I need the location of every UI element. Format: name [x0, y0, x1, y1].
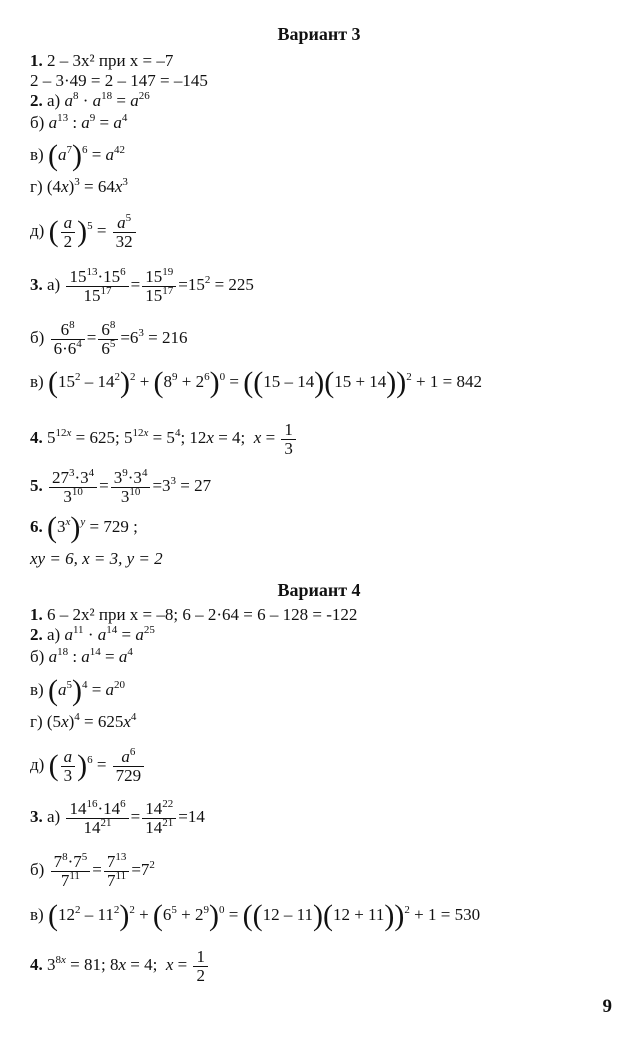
v3-problem-2b	[30, 113, 127, 133]
v3-p6-expr: $(3^x)^y = 729$ ;	[47, 511, 138, 545]
v3-problem-2d	[30, 177, 128, 197]
v3-p2-num: 2.	[30, 91, 43, 110]
v3-p2a-expr: $a^8 \cdot a^{18} = a^{26}$	[64, 90, 150, 110]
page-number: 9	[602, 996, 612, 1017]
v3-p4-num: 4.	[30, 428, 43, 447]
v4-p2d-expr: $(5x)^4 = 625x^4$	[46, 711, 137, 731]
v3-p6-answer: xy = 6, x = 3, y = 2	[30, 549, 163, 568]
v4-p2c-expr: $(a^5)^4 = a^{20}$	[47, 674, 126, 708]
v3-p2e-expr: ( $\frac{a}{2}$ )$^5$ = $\frac{a^5}{32}$	[49, 221, 138, 240]
v3-problem-2e	[30, 211, 138, 251]
v3-p3b-expr: $\frac{6^8}{6\cdot 6^4}$ = $\frac{6^8}{6^5}$ $=6^3 = 216$	[49, 328, 188, 347]
v3-p1-intro: 2 – 3x² при x = –7	[47, 51, 174, 70]
v4-problem-2c	[30, 674, 126, 708]
v3-p2c-label: в)	[30, 145, 44, 164]
v3-p3c-label: в)	[30, 372, 44, 391]
v3-problem-3a	[30, 265, 254, 305]
v3-p4-expr: $5^{12x} = 625$; $5^{12x} = 5^4$; 12x = 4; x = $\frac{1}{3}$	[47, 428, 298, 447]
v3-p5-expr: $\frac{27^3\cdot 3^4}{3^{10}}$ = $\frac{3^9\cdot 3^4}{3^{10}}$ $=3^3 = 27$	[47, 476, 211, 495]
v3-problem-6	[30, 511, 138, 545]
v3-p2e-label: д)	[30, 221, 45, 240]
v4-problem-4	[30, 945, 210, 985]
v3-p6-num: 6.	[30, 517, 43, 536]
v3-p2b-expr: $a^{13}$ : $a^9 = a^4$	[48, 112, 128, 132]
v4-p2b-expr: $a^{18}$ : $a^{14} = a^4$	[48, 646, 133, 666]
v4-p3-num: 3.	[30, 807, 43, 826]
v4-p2d-label: г)	[30, 712, 43, 731]
v3-problem-3b	[30, 318, 188, 358]
v4-p2c-label: в)	[30, 680, 44, 699]
v4-p3a-expr: $\frac{14^{16}\cdot 14^6}{14^{21}}$ = $\frac{14^{22}}{14^{21}}$ =14	[64, 807, 204, 826]
v4-problem-2b	[30, 647, 133, 667]
v4-p2b-label: б)	[30, 647, 45, 666]
v3-p2c-expr: $(a^7)^6 = a^{42}$	[47, 139, 126, 173]
v3-p3a-expr: $\frac{15^{13}\cdot 15^6}{15^{17}}$ = $\frac{15^{19}}{15^{17}}$ $=15^2 = 225$	[64, 275, 253, 294]
v4-p3c-label: в)	[30, 905, 44, 924]
variant-4-title: Вариант 4	[277, 580, 361, 600]
v3-problem-2c	[30, 139, 126, 173]
v3-p2b-label: б)	[30, 113, 45, 132]
v4-p3c-expr: $(12^2 - 11^2)^2 + (6^5 + 2^9)^0 = ((12 - 11)(12 + 11))^2 + 1 = 530$	[47, 899, 481, 933]
v4-problem-3a	[30, 797, 205, 837]
v3-p3-num: 3.	[30, 275, 43, 294]
v3-problem-5	[30, 466, 211, 506]
v4-problem-1	[30, 605, 357, 625]
v4-p4-num: 4.	[30, 955, 43, 974]
v4-p2-num: 2.	[30, 625, 43, 644]
v4-problem-3b	[30, 850, 155, 890]
v3-p3a-label: а)	[47, 275, 61, 294]
v4-problem-3c	[30, 899, 481, 933]
v4-p3b-label: б)	[30, 860, 45, 879]
v3-p2a-label: а)	[47, 91, 61, 110]
v3-p5-num: 5.	[30, 476, 43, 495]
v4-problem-2d	[30, 712, 136, 732]
v3-p1-num: 1.	[30, 51, 43, 70]
v4-p3a-label: а)	[47, 807, 61, 826]
v3-problem-2a	[30, 91, 150, 111]
v4-p4-expr: $3^{8x} = 81$; 8x = 4; x = $\frac{1}{2}$	[47, 955, 210, 974]
v4-p2e-expr: ( $\frac{a}{3}$ )$^6$ = $\frac{a^6}{729}$	[49, 755, 147, 774]
v4-p1-text: 6 – 2x² при x = –8; 6 – 2·64 = 6 – 128 = -122	[47, 605, 358, 624]
v4-p2e-label: д)	[30, 755, 45, 774]
v4-p2a-label: а)	[47, 625, 61, 644]
v4-problem-2a	[30, 625, 155, 645]
v3-problem-1	[30, 51, 173, 71]
v3-p2d-label: г)	[30, 177, 43, 196]
v3-problem-4	[30, 418, 298, 458]
v4-problem-2e	[30, 745, 146, 785]
v4-p1-num: 1.	[30, 605, 43, 624]
v3-p3c-expr: $(15^2 - 14^2)^2 + (8^9 + 2^6)^0 = ((15 - 14)(15 + 14))^2 + 1 = 842$	[47, 366, 482, 400]
v3-p3b-label: б)	[30, 328, 45, 347]
v4-p3b-expr: $\frac{7^8\cdot 7^5}{7^{11}}$ = $\frac{7^{13}}{7^{11}}$ $=7^2$	[49, 860, 155, 879]
v3-problem-3c	[30, 366, 482, 400]
v3-p2d-expr: $(4x)^3 = 64x^3$	[46, 176, 128, 196]
v3-p1-calc: 2 – 3·49 = 2 – 147 = –145	[30, 71, 208, 90]
v4-p2a-expr: $a^{11} \cdot a^{14} = a^{25}$	[64, 624, 155, 644]
variant-3-title: Вариант 3	[277, 24, 361, 44]
